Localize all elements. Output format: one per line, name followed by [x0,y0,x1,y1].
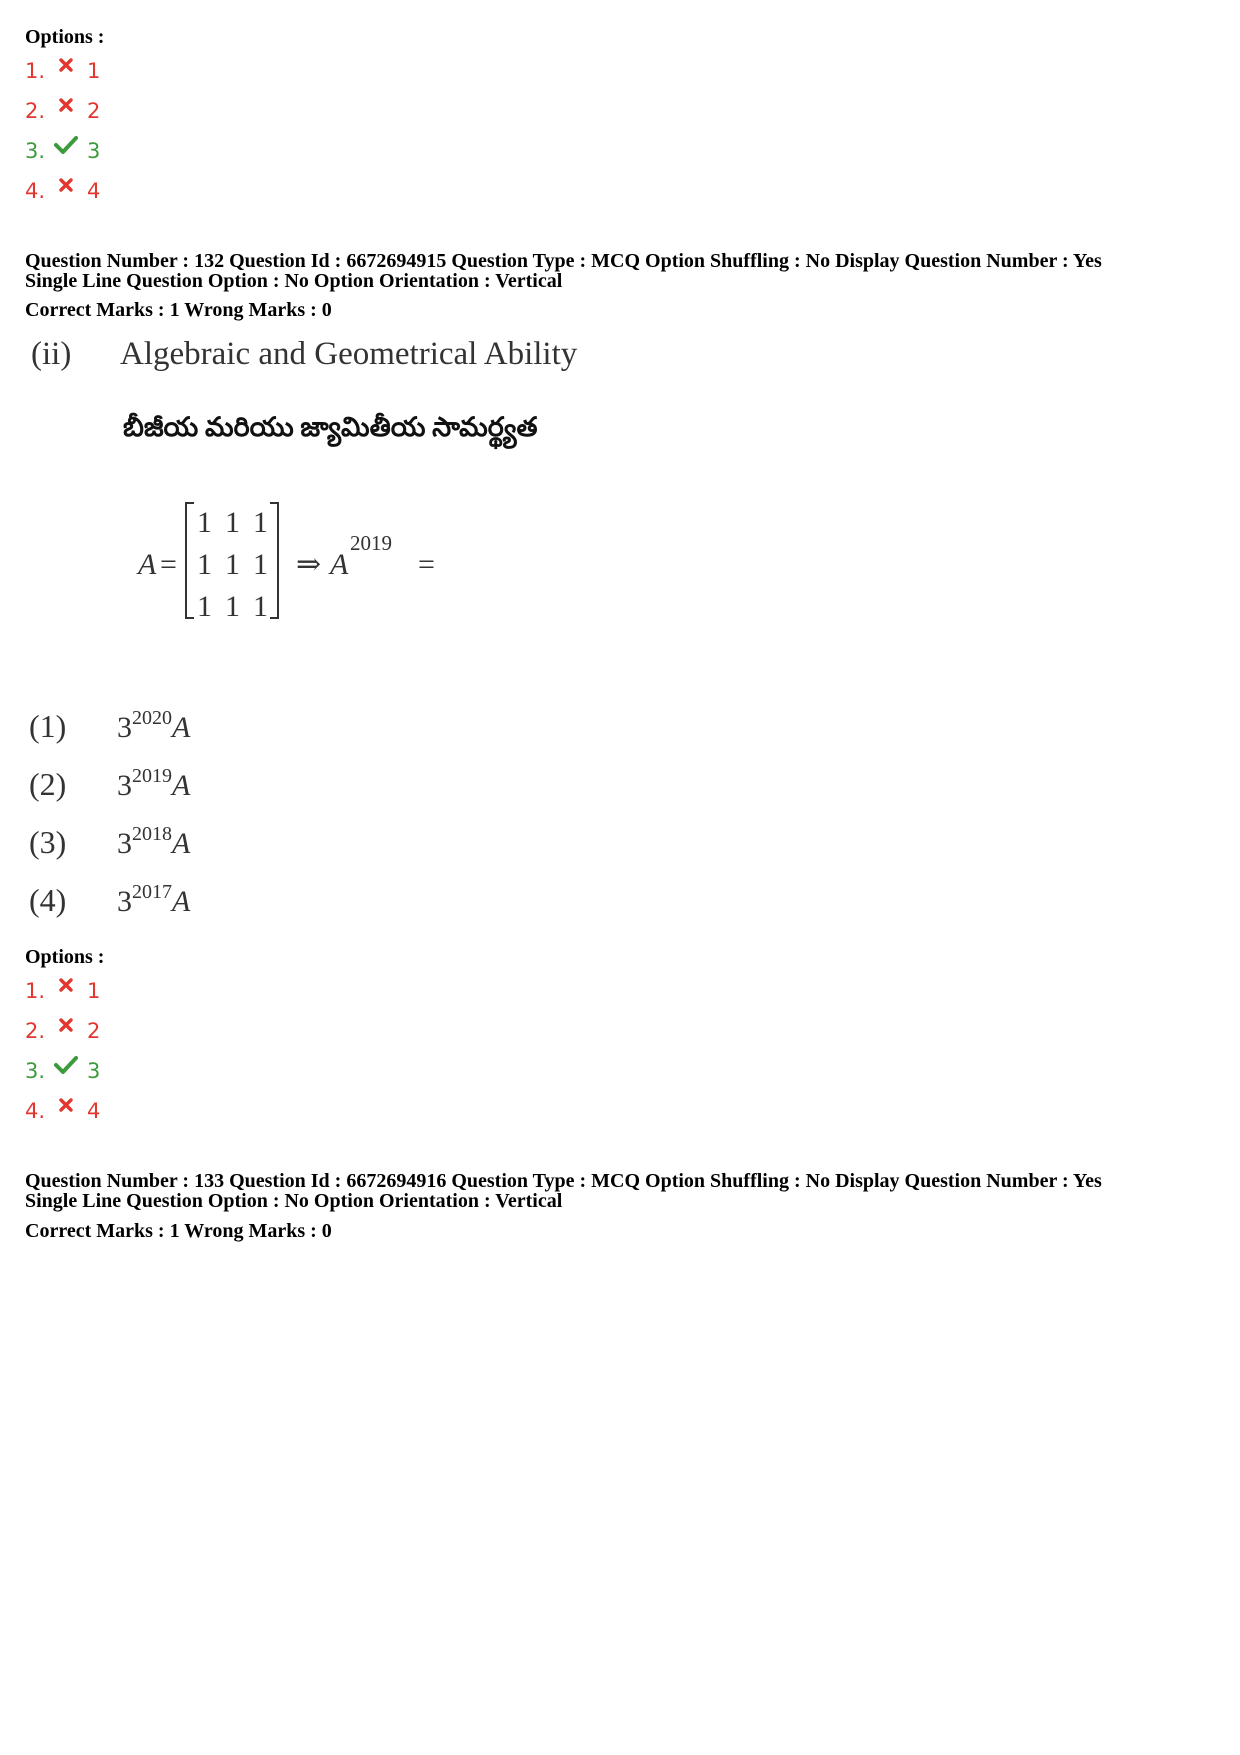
rhs-equals: = [418,548,435,581]
choice-variable: A [172,711,191,744]
matrix-cell: 1 [197,506,212,539]
choice-exponent: 2017 [132,881,172,903]
matrix-cell: 1 [225,590,240,623]
choice-variable: A [172,885,191,918]
cross-icon [53,977,79,993]
matrix-expression [110,490,490,630]
answer-choice-2 [29,760,190,808]
choice-value [117,707,190,745]
option-number: 3. [25,1059,46,1083]
check-icon [53,1055,79,1075]
power-base: A [330,548,349,581]
question-marks: Correct Marks : 1 Wrong Marks : 0 [25,299,332,321]
options-label: Options : [25,26,105,48]
option-number: 1. [25,59,46,83]
matrix-right-bracket [270,503,278,618]
option-row-1 [25,976,100,1006]
question-marks: Correct Marks : 1 Wrong Marks : 0 [25,1220,332,1242]
choice-variable: A [172,769,191,802]
choice-base: 3 [117,827,132,860]
choice-value [117,823,190,861]
matrix-cell: 1 [253,590,268,623]
cross-icon [53,1017,79,1033]
matrix-cell: 1 [197,548,212,581]
matrix-cell: 1 [253,506,268,539]
option-row-2 [25,96,100,126]
choice-variable: A [172,827,191,860]
answer-choice-1 [29,702,190,750]
matrix-cell: 1 [197,590,212,623]
matrix-lhs: A [138,548,157,581]
option-row-3 [25,1056,100,1086]
option-row-2 [25,1016,100,1046]
choice-number: (1) [29,707,67,744]
question-meta-line2: Single Line Question Option : No Option Orientation : Vertical [25,1190,563,1212]
section-title-telugu: బీజీయ మరియు జ్యామితీయ సామర్థ్యత [123,412,538,442]
section-title: Algebraic and Geometrical Ability [120,336,578,372]
question-meta-line1: Question Number : 133 Question Id : 6672694916 Question Type : MCQ Option Shuffling : No Display Question Number : Yes [25,1170,1102,1192]
option-number: 2. [25,1019,46,1043]
cross-icon [53,1097,79,1113]
choice-base: 3 [117,711,132,744]
implies-arrow: ⇒ [296,548,322,581]
option-number: 1. [25,979,46,1003]
cross-icon [53,177,79,193]
matrix-equals: = [160,548,177,581]
answer-choice-3 [29,818,190,866]
option-text: 1 [87,979,101,1003]
question-meta-line2: Single Line Question Option : No Option Orientation : Vertical [25,270,563,292]
choice-exponent: 2019 [132,765,172,787]
option-text: 4 [87,1099,101,1123]
choice-exponent: 2020 [132,707,172,729]
check-icon [53,135,79,155]
choice-base: 3 [117,885,132,918]
matrix-cell: 1 [225,506,240,539]
option-number: 3. [25,139,46,163]
choice-number: (2) [29,765,67,802]
choice-base: 3 [117,769,132,802]
option-row-1 [25,56,100,86]
option-number: 4. [25,1099,46,1123]
option-text: 3 [87,1059,101,1083]
option-row-4 [25,176,100,206]
cross-icon [53,97,79,113]
cross-icon [53,57,79,73]
question-meta-line1: Question Number : 132 Question Id : 6672694915 Question Type : MCQ Option Shuffling : No Display Question Number : Yes [25,250,1102,272]
option-number: 2. [25,99,46,123]
matrix-cell: 1 [253,548,268,581]
choice-value [117,881,190,919]
question-body [25,330,625,930]
answer-choice-4 [29,876,190,924]
choice-number: (3) [29,823,67,860]
option-text: 4 [87,179,101,203]
option-number: 4. [25,179,46,203]
option-text: 1 [87,59,101,83]
choice-number: (4) [29,881,67,918]
option-row-3 [25,136,100,166]
option-text: 2 [87,99,101,123]
option-row-4 [25,1096,100,1126]
matrix-left-bracket [186,503,194,618]
options-label: Options : [25,946,105,968]
section-number: (ii) [31,336,72,372]
option-text: 3 [87,139,101,163]
power-exponent: 2019 [350,531,392,555]
matrix-cell: 1 [225,548,240,581]
choice-exponent: 2018 [132,823,172,845]
option-text: 2 [87,1019,101,1043]
choice-value [117,765,190,803]
